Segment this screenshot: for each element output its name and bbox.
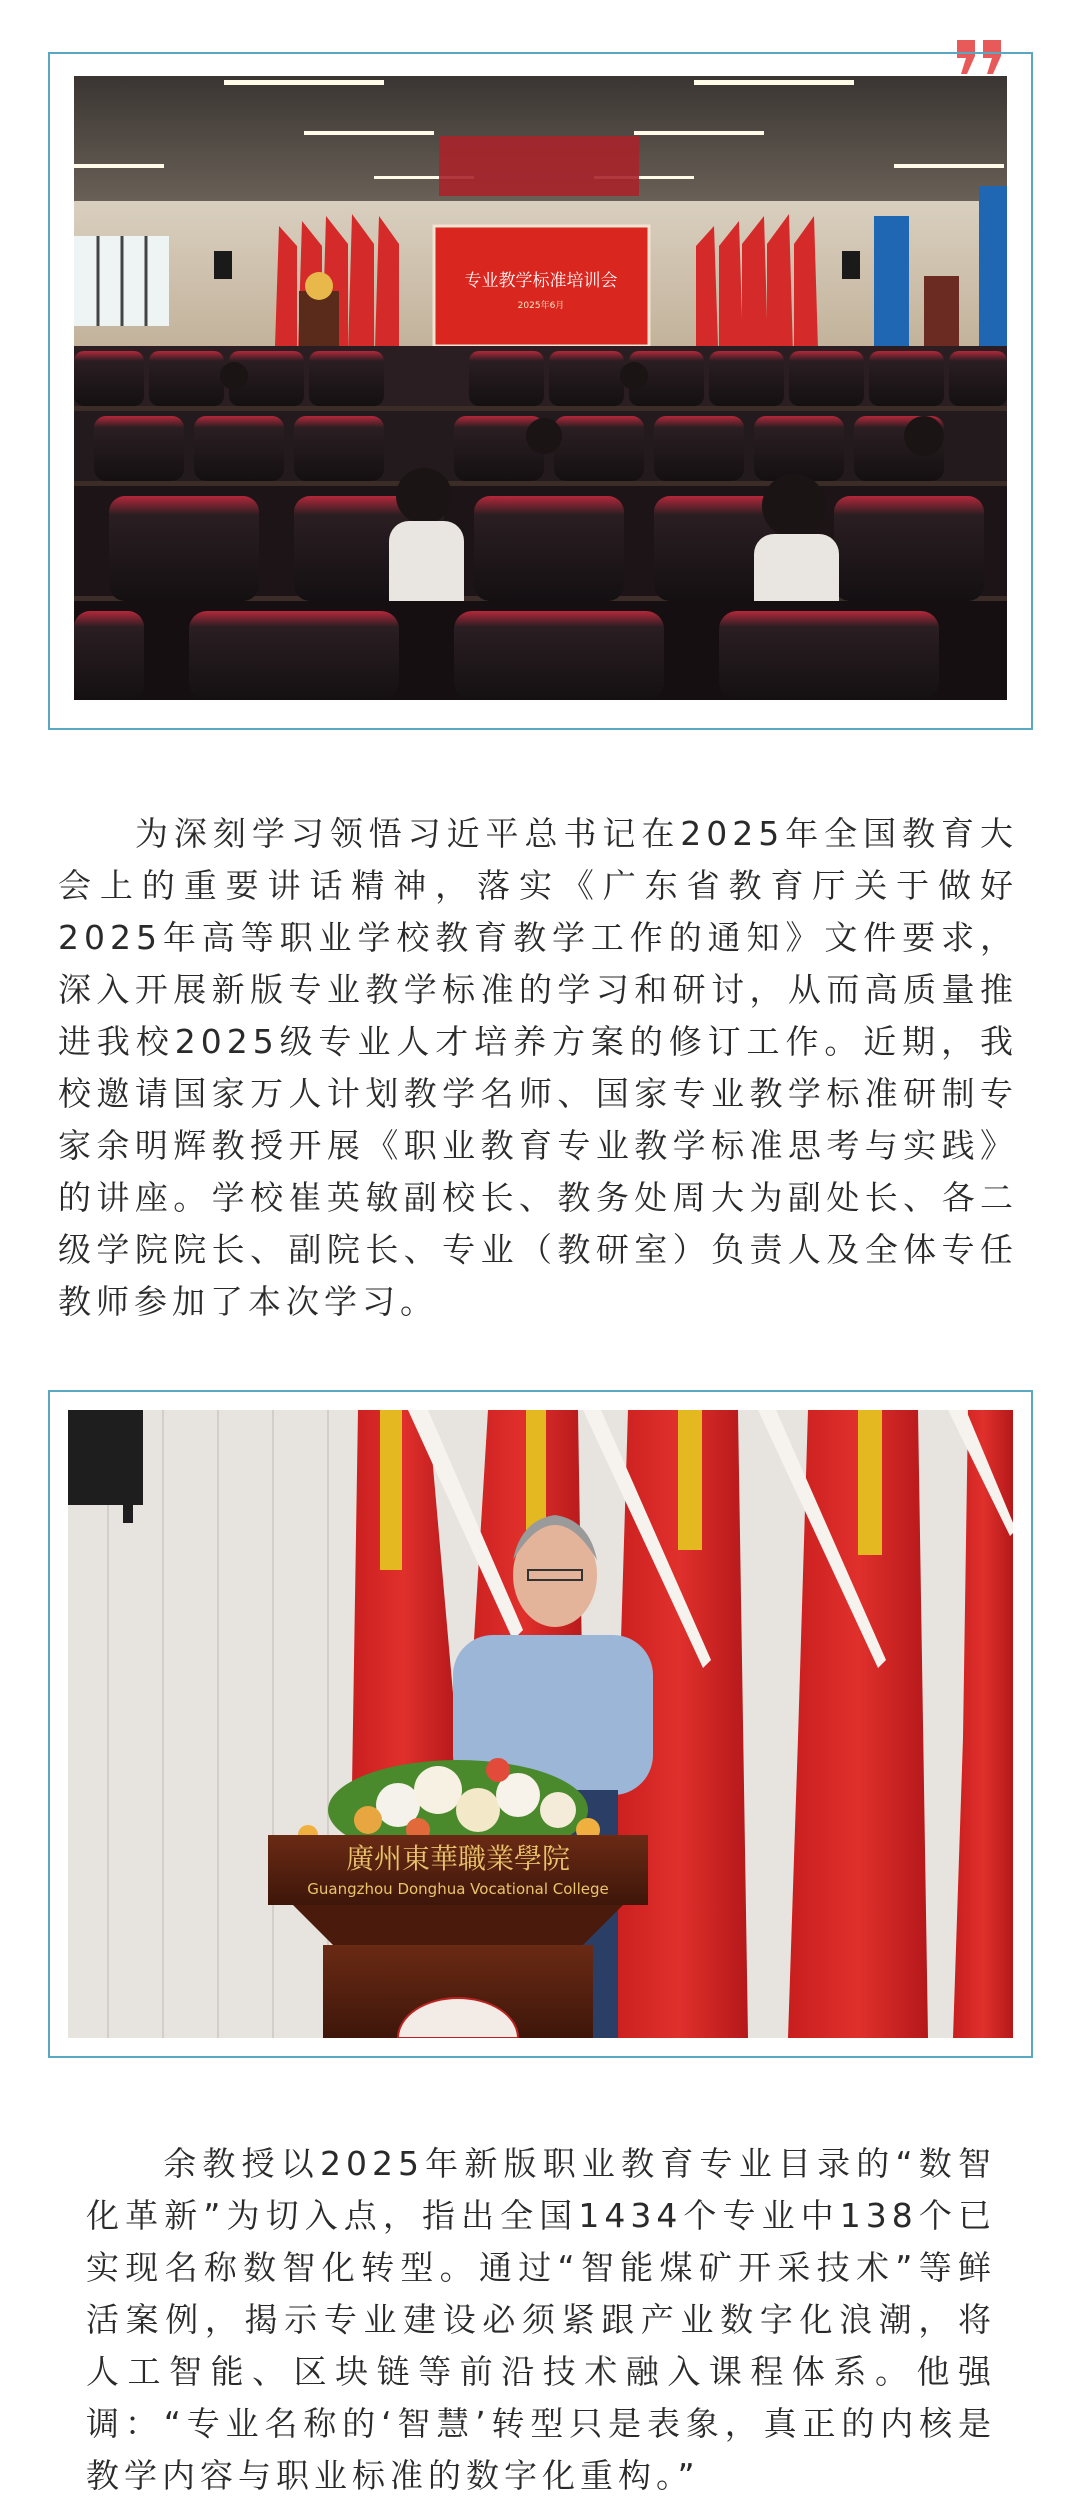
paragraph-lecture: 余教授以2025年新版职业教育专业目录的“数智化革新”为切入点，指出全国1434个专业中138个已实现名称数智化转型。通过“智能煤矿开采技术”等鲜活案例，揭示专业建设必须紧跟产业数字化浪潮，将人工智能、区块链等前沿技术融入课程体系。他强调：“专业名称的‘智慧’转型只是表象，真正的内核是教学内容与职业标准的数字化重构。” (86, 2144, 996, 2495)
lecture-hall-photo (74, 76, 1007, 700)
screen-subtitle: 2025年6月 (517, 301, 565, 311)
podium-name-en: Guangzhou Donghua Vocational College (307, 1880, 609, 1898)
screen-title: 专业教学标准培训会 (464, 271, 618, 291)
paragraph-intro: 为深刻学习领悟习近平总书记在2025年全国教育大会上的重要讲话精神，落实《广东省教育厅关于做好2025年高等职业学校教育教学工作的通知》文件要求，深入开展新版专业教学标准的学习和研讨，从而高质量推进我校2025级专业人才培养方案的修订工作。近期，我校邀请国家万人计划教学名师、国家专业教学标准研制专家余明辉教授开展《职业教育专业教学标准思考与实践》的讲座。学校崔英敏副校长、教务处周大为副处长、各二级学院院长、副院长、专业（教研室）负责人及全体专任教师参加了本次学习。 (58, 814, 1018, 1321)
podium-name-cn: 廣州東華職業學院 (345, 1842, 571, 1875)
speaker-photo (68, 1410, 1013, 2038)
